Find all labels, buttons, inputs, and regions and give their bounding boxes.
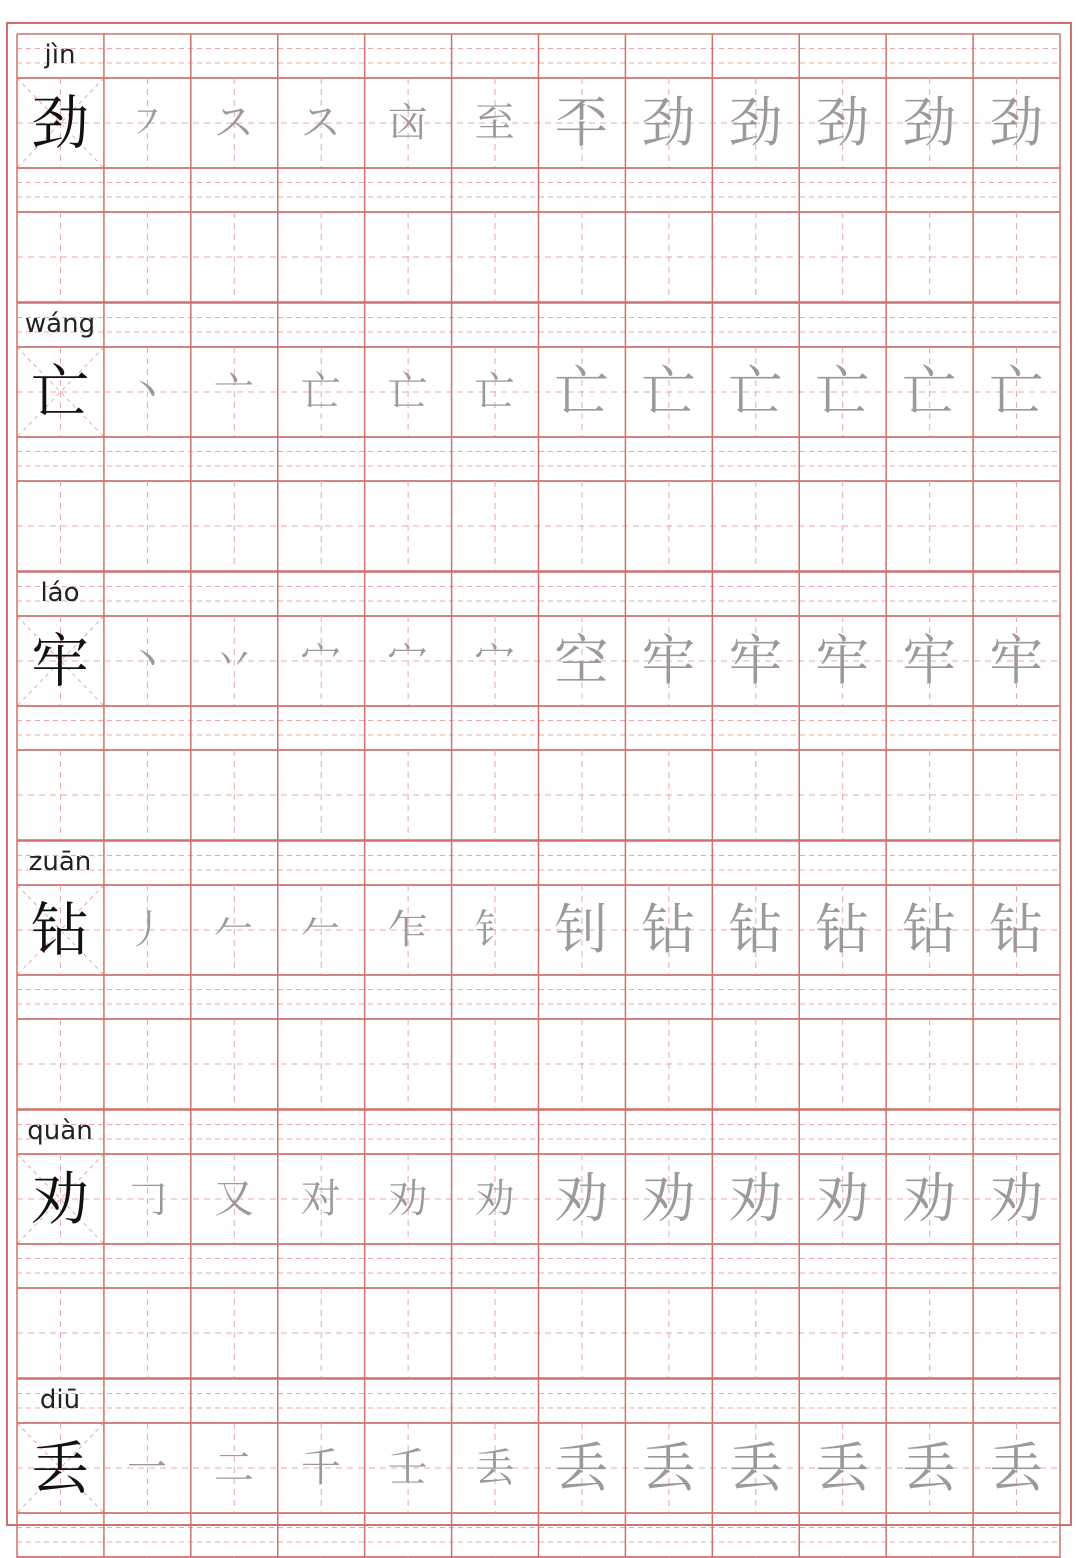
stroke-step: 劲 (728, 91, 783, 154)
stroke-step: 亡 (474, 369, 515, 415)
stroke-step: 劝 (474, 1176, 515, 1222)
stroke-step: 㔻 (554, 91, 609, 154)
stroke-step: 劝 (728, 1167, 783, 1230)
stroke-step: 亡 (902, 360, 957, 423)
stroke-step: 钻 (641, 898, 696, 961)
stroke-step: 亡 (728, 360, 783, 423)
stroke-step: 丢 (641, 1436, 696, 1499)
stroke-step: 丢 (815, 1436, 870, 1499)
stroke-step: 牢 (902, 629, 957, 692)
stroke-step: ス (213, 100, 254, 146)
stroke-step: 亡 (300, 369, 341, 415)
stroke-step: 钻 (728, 898, 783, 961)
pinyin-label: jìn (44, 40, 76, 70)
pinyin-label: diū (39, 1385, 81, 1415)
stroke-step: 亡 (989, 360, 1044, 423)
stroke-step: 丿 (126, 907, 167, 953)
model-character: 钻 (30, 896, 89, 964)
stroke-step: 至 (474, 100, 515, 146)
stroke-step: 劝 (387, 1176, 428, 1222)
stroke-step: 𠂉 (300, 907, 341, 953)
stroke-step: 丢 (728, 1436, 783, 1499)
stroke-step: 㐫 (387, 100, 428, 146)
stroke-step: 钅 (474, 907, 515, 953)
stroke-step: 壬 (387, 1445, 428, 1491)
stroke-step: 空 (554, 629, 609, 692)
stroke-step: 劝 (989, 1167, 1044, 1230)
model-character: 亡 (30, 358, 89, 426)
stroke-step: 劝 (815, 1167, 870, 1230)
stroke-step: 二 (213, 1445, 254, 1491)
stroke-step: 牢 (815, 629, 870, 692)
stroke-step: 又 (213, 1176, 254, 1222)
stroke-step: 劲 (815, 91, 870, 154)
stroke-step: 牢 (989, 629, 1044, 692)
stroke-step: 丶 (126, 638, 167, 684)
stroke-step: 钻 (815, 898, 870, 961)
stroke-step: 丢 (989, 1436, 1044, 1499)
stroke-step: 劝 (641, 1167, 696, 1230)
stroke-step: 丷 (213, 638, 254, 684)
stroke-step: 牢 (728, 629, 783, 692)
stroke-step: 牢 (641, 629, 696, 692)
stroke-step: 亠 (213, 369, 254, 415)
stroke-step: 宀 (387, 638, 428, 684)
stroke-step: 亡 (387, 369, 428, 415)
stroke-step: 亡 (815, 360, 870, 423)
pinyin-label: quàn (27, 1116, 93, 1146)
model-character: 劝 (30, 1165, 89, 1233)
stroke-step: ㇇ (126, 100, 167, 146)
stroke-step: 对 (300, 1176, 341, 1222)
stroke-step: 宀 (474, 638, 515, 684)
stroke-step: 丢 (902, 1436, 957, 1499)
pinyin-label: láo (40, 578, 80, 608)
stroke-step: 劲 (641, 91, 696, 154)
stroke-step: 𠂉 (213, 907, 254, 953)
stroke-step: 千 (300, 1445, 341, 1491)
stroke-step: 钊 (554, 898, 609, 961)
stroke-step: 宀 (300, 638, 341, 684)
pinyin-label: zuān (28, 847, 92, 877)
stroke-step: ス (300, 100, 341, 146)
stroke-step: 丶 (126, 369, 167, 415)
stroke-step: 劲 (902, 91, 957, 154)
stroke-step: 丢 (554, 1436, 609, 1499)
model-character: 劲 (30, 89, 89, 157)
stroke-step: 𠃌 (126, 1176, 167, 1222)
model-character: 牢 (30, 627, 89, 695)
stroke-step: 丢 (474, 1445, 515, 1491)
stroke-step: 劝 (902, 1167, 957, 1230)
stroke-step: 劝 (554, 1167, 609, 1230)
pinyin-label: wáng (24, 309, 96, 339)
stroke-step: 乍 (387, 907, 428, 953)
model-character: 丢 (30, 1434, 89, 1502)
stroke-step: 亡 (641, 360, 696, 423)
stroke-step: 钻 (989, 898, 1044, 961)
stroke-step: 一 (126, 1445, 167, 1491)
stroke-step: 钻 (902, 898, 957, 961)
stroke-step: 亡 (554, 360, 609, 423)
stroke-step: 劲 (989, 91, 1044, 154)
